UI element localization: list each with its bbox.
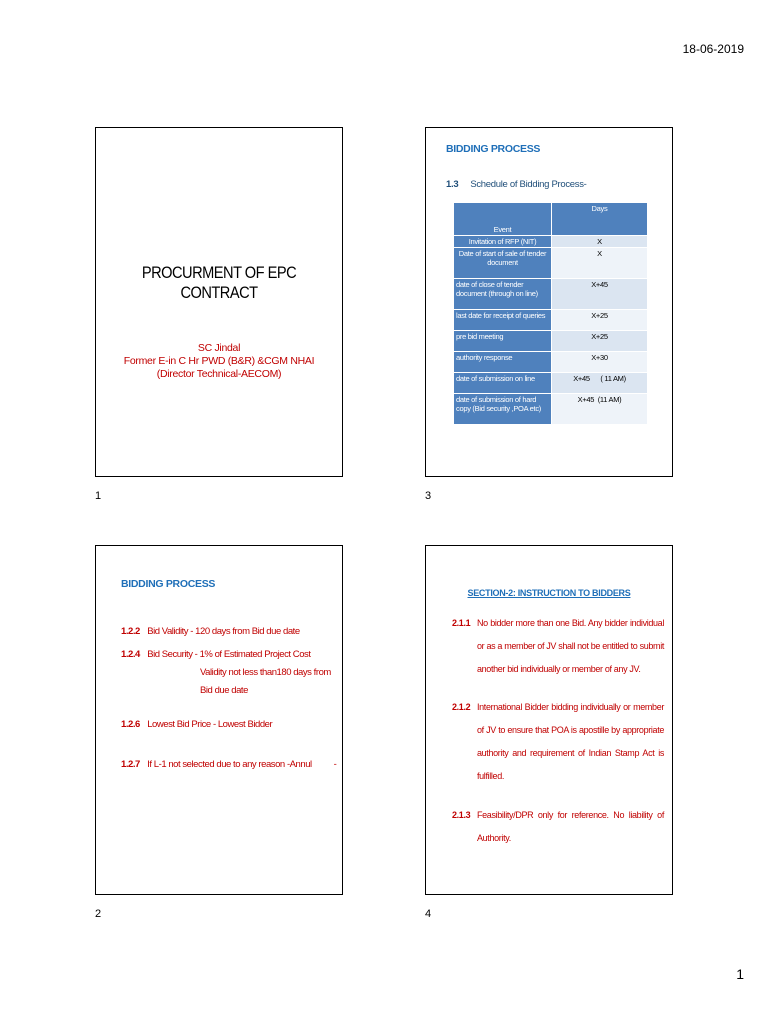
clause-number: 2.1.2 xyxy=(452,702,471,712)
event-cell: authority response xyxy=(454,352,552,373)
author-name: SC Jindal xyxy=(197,342,241,354)
list-item xyxy=(121,623,300,640)
list-item xyxy=(121,646,311,663)
slide-2 xyxy=(95,545,343,895)
event-cell: date of submission on line xyxy=(454,373,552,394)
table-row xyxy=(454,394,648,425)
days-cell: X+45 ( 11 AM) xyxy=(552,373,648,394)
page-number: 1 xyxy=(736,966,744,982)
item-number: 1.2.2 xyxy=(121,626,140,637)
days-cell: X+45 xyxy=(552,279,648,310)
table-header-row xyxy=(454,203,648,236)
table-row xyxy=(454,248,648,279)
list-item xyxy=(121,756,336,773)
days-cell: X xyxy=(552,248,648,279)
slide-heading: BIDDING PROCESS xyxy=(121,578,216,590)
days-cell: X+25 xyxy=(552,331,648,352)
instruction-paragraph xyxy=(452,804,664,850)
item-text: Lowest Bid Price - Lowest Bidder xyxy=(147,719,273,730)
section-number: 1.3 xyxy=(446,179,459,190)
table-row xyxy=(454,373,648,394)
slide-4 xyxy=(425,545,673,895)
event-cell: date of submission of hard copy (Bid security ,POA etc) xyxy=(454,394,552,425)
clause-text: No bidder more than one Bid. Any bidder individual or as a member of JV shall not be entitled to submit another bid individually or member of any JV. xyxy=(477,618,664,674)
item-number: 1.2.6 xyxy=(121,719,140,730)
days-cell: X xyxy=(552,236,648,248)
table-row xyxy=(454,352,648,373)
clause-text: International Bidder bidding individually or member of JV to ensure that POA is apostille by appropriate authority and requirement of Indian Stamp Act is fulfilled. xyxy=(477,702,664,781)
clause-text: Feasibility/DPR only for reference. No liability of Authority. xyxy=(477,810,664,843)
slide-heading: BIDDING PROCESS xyxy=(446,143,541,155)
bidding-schedule-table xyxy=(453,202,648,425)
days-cell: X+30 xyxy=(552,352,648,373)
list-item xyxy=(200,682,248,699)
clause-number: 2.1.1 xyxy=(452,618,471,628)
item-text: Bid due date xyxy=(200,685,248,696)
schedule-subheading xyxy=(446,179,587,190)
header-days: Days xyxy=(552,203,648,236)
event-cell: Date of start of sale of tender document xyxy=(454,248,552,279)
slide-3 xyxy=(425,127,673,477)
presentation-title: PROCURMENT OF EPC CONTRACT xyxy=(141,263,297,302)
item-number: 1.2.4 xyxy=(121,649,140,660)
slide-3-number: 3 xyxy=(425,490,432,502)
slide-2-number: 2 xyxy=(95,908,102,920)
instruction-paragraph xyxy=(452,696,664,788)
print-date: 18-06-2019 xyxy=(682,42,744,56)
table-row xyxy=(454,279,648,310)
item-text: If L-1 not selected due to any reason -Annul - xyxy=(147,759,337,770)
item-text: Bid Validity - 120 days from Bid due date xyxy=(147,626,300,637)
list-item xyxy=(121,716,272,733)
event-cell: date of close of tender document (through on line) xyxy=(454,279,552,310)
event-cell: Invitation of RFP (NIT) xyxy=(454,236,552,248)
instruction-paragraph xyxy=(452,612,664,681)
table-row xyxy=(454,331,648,352)
table-row xyxy=(454,310,648,331)
section-title: Schedule of Bidding Process- xyxy=(470,179,587,190)
item-number: 1.2.7 xyxy=(121,759,140,770)
event-cell: last date for receipt of queries xyxy=(454,310,552,331)
author-block xyxy=(96,342,342,381)
item-text: Bid Security - 1% of Estimated Project Cost xyxy=(147,649,311,660)
list-item xyxy=(200,664,331,681)
author-role: Former E-in C Hr PWD (B&R) &CGM NHAI xyxy=(123,355,315,367)
author-affiliation: (Director Technical-AECOM) xyxy=(156,368,282,380)
slide-4-number: 4 xyxy=(425,908,432,920)
event-cell: pre bid meeting xyxy=(454,331,552,352)
slide-1 xyxy=(95,127,343,477)
section-heading: SECTION-2: INSTRUCTION TO BIDDERS xyxy=(467,588,631,598)
clause-number: 2.1.3 xyxy=(452,810,471,820)
slide-1-number: 1 xyxy=(95,490,102,502)
days-cell: X+25 xyxy=(552,310,648,331)
item-text: Validity not less than180 days from xyxy=(200,667,331,678)
header-event: Event xyxy=(454,203,552,236)
table-row xyxy=(454,236,648,248)
days-cell: X+45 (11 AM) xyxy=(552,394,648,425)
